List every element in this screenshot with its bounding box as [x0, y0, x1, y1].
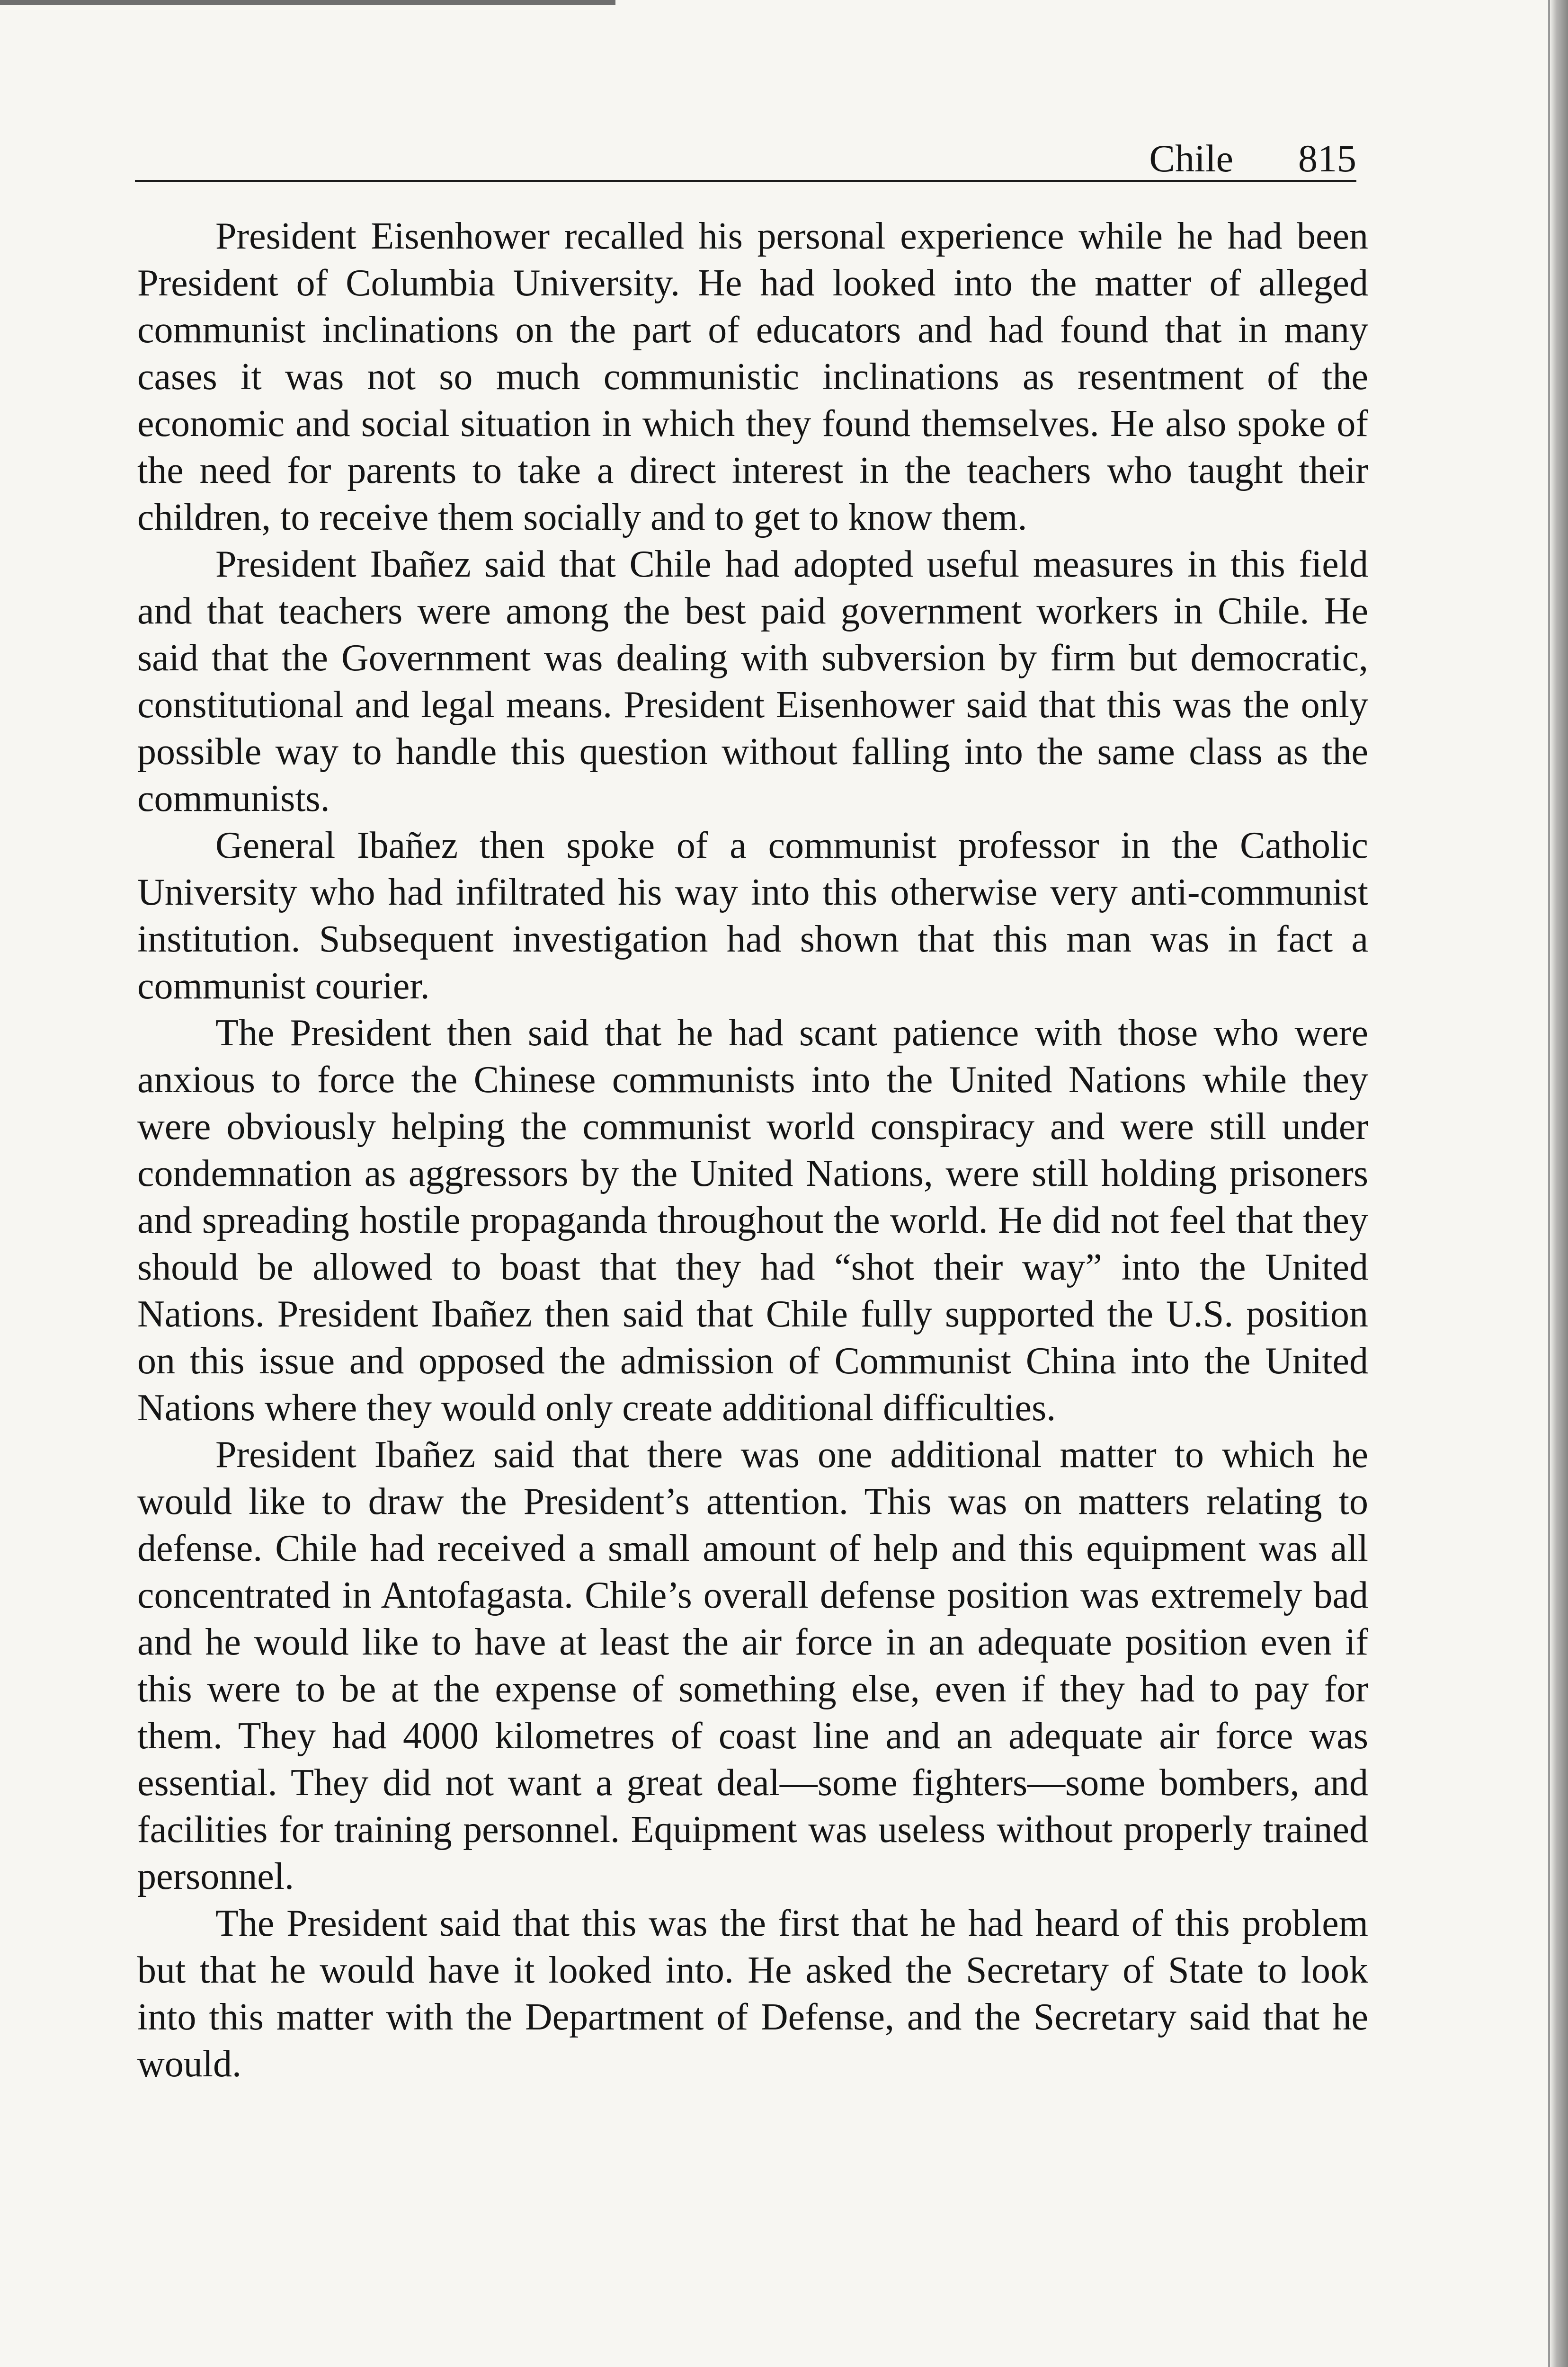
paragraph: President Ibañez said that there was one additional matter to which he would like to draw the President’s attention. This was on matters relating to defense. Chile had received a small amount of help and this equipment was all concentrated in Antofagasta. Chile’s overall defense position was extremely bad and he would like to have at least the air force in an adequate position even if this were to be at the expense of something else, even if they had to pay for them. They had 4000 kilometres of coast line and an adequate air force was essential. They did not want a great deal—some fighters—some bombers, and facilities for training personnel. Equipment was useless without properly trained personnel. — [137, 1434, 1368, 1897]
paragraph: General Ibañez then spoke of a communist professor in the Catholic University who had infiltrated his way into this otherwise very anti-communist institution. Subsequent investigation had shown that this man was in fact a communist courier. — [137, 825, 1368, 1007]
paragraph: The President then said that he had scant patience with those who were anxious to force the Chinese communists into the United Nations while they were obviously helping the communist world conspiracy and were still under condemnation as aggressors by the United Nations, were still holding prisoners and spreading hostile propaganda throughout the world. He did not feel that they should be allowed to boast that they had “shot their way” into the United Nations. President Ibañez then said that Chile fully supported the U.S. position on this issue and opposed the admission of Communist China into the United Nations where they would only create additional difficulties. — [137, 1012, 1368, 1429]
scan-top-rule — [0, 0, 615, 5]
paragraph: The President said that this was the first that he had heard of this problem but that he would have it looked into. He asked the Secretary of State to look into this matter with the Department of Defense, and the Secretary said that he would. — [137, 1903, 1368, 2085]
paragraph: President Eisenhower recalled his personal experience while he had been President of Columbia University. He had looked into the matter of alleged communist inclinations on the part of educators and had found that in many cases it was not so much communistic inclinations as resentment of the economic and social situation in which they found themselves. He also spoke of the need for parents to take a direct interest in the teachers who taught their children, to receive them socially and to get to know them. — [137, 215, 1368, 538]
page-edge-shadow — [1549, 0, 1568, 2367]
document-body — [137, 213, 1368, 2088]
running-title: Chile — [1149, 137, 1233, 180]
running-header — [135, 128, 1356, 182]
page-number: 815 — [1298, 137, 1356, 180]
paragraph: President Ibañez said that Chile had adopted useful measures in this field and that teachers were among the best paid government workers in Chile. He said that the Government was dealing with subversion by firm but democratic, constitutional and legal means. President Eisenhower said that this was the only possible way to handle this question without falling into the same class as the communists. — [137, 543, 1368, 819]
